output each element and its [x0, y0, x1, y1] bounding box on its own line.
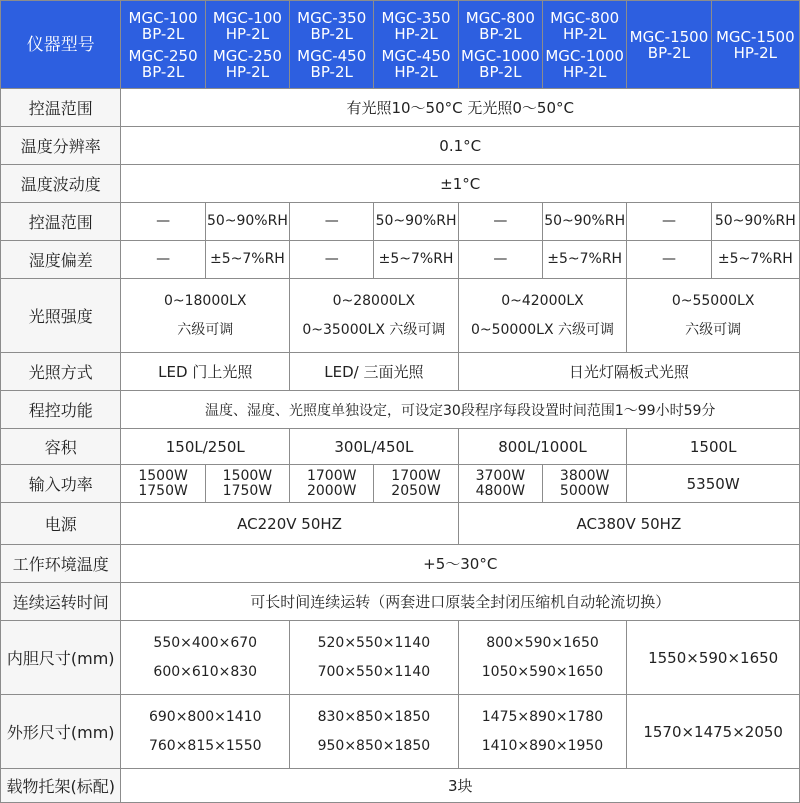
- volume-cell: 1500L: [627, 429, 800, 465]
- power-line1: 1700W: [306, 467, 357, 484]
- outer-size-cell: [458, 695, 627, 769]
- model-5-line4: BP-2L: [479, 62, 522, 81]
- row-temp-resolution: [1, 127, 800, 165]
- power-cell: [205, 465, 289, 503]
- model-1-header: [121, 1, 205, 89]
- light-intensity-line2: 六级可调: [177, 321, 234, 338]
- model-7-line1: MGC-1500: [629, 27, 709, 46]
- humidity-deviation-cell: —: [627, 241, 711, 279]
- power-line1: 3800W: [559, 467, 610, 484]
- row-label: 电源: [1, 503, 121, 545]
- row-env-temp: [1, 545, 800, 583]
- power-cell: [121, 465, 205, 503]
- humidity-range-cell: —: [627, 203, 711, 241]
- inner-size-line2: 600×610×830: [153, 663, 258, 680]
- temp-range-value: 有光照10～50°C 无光照0～50°C: [121, 89, 800, 127]
- humidity-deviation-cell: —: [290, 241, 374, 279]
- humidity-deviation-cell: ±5~7%RH: [543, 241, 627, 279]
- power-line2: 5000W: [559, 482, 610, 499]
- model-8-line1: MGC-1500: [715, 27, 795, 46]
- light-intensity-group: [627, 279, 800, 353]
- row-label: 外形尺寸(mm): [1, 695, 121, 769]
- model-1-line4: BP-2L: [141, 62, 185, 81]
- outer-size-cell: [290, 695, 459, 769]
- row-label: 载物托架(标配): [1, 769, 121, 803]
- power-line2: 2050W: [391, 482, 441, 499]
- light-intensity-group: [458, 279, 627, 353]
- light-intensity-line2: 六级可调: [685, 321, 742, 338]
- row-label: 控温范围: [1, 89, 121, 127]
- row-temp-fluctuation: [1, 165, 800, 203]
- row-label: 光照强度: [1, 279, 121, 353]
- model-6-line3: MGC-1000: [545, 46, 624, 65]
- humidity-deviation-cell: —: [121, 241, 205, 279]
- row-volume: [1, 429, 800, 465]
- light-intensity-line1: 0~55000LX: [671, 292, 755, 309]
- supply-cell: AC220V 50HZ: [121, 503, 458, 545]
- power-line1: 1500W: [222, 467, 273, 484]
- outer-size-line2: 760×815×1550: [148, 737, 262, 754]
- row-label: 程控功能: [1, 391, 121, 429]
- model-2-line3: MGC-250: [212, 46, 282, 65]
- supply-cell: AC380V 50HZ: [458, 503, 799, 545]
- humidity-range-cell: —: [458, 203, 542, 241]
- row-light-intensity: [1, 279, 800, 353]
- model-5-line2: BP-2L: [479, 24, 522, 43]
- row-label: 控温范围: [1, 203, 121, 241]
- row-humidity-range: [1, 203, 800, 241]
- model-4-line4: HP-2L: [394, 62, 438, 81]
- header-label: 仪器型号: [1, 1, 121, 89]
- row-temp-range: [1, 89, 800, 127]
- model-1-line2: BP-2L: [141, 24, 185, 43]
- model-3-line2: BP-2L: [310, 24, 353, 43]
- outer-size-cell: [121, 695, 290, 769]
- temp-fluctuation-value: ±1°C: [121, 165, 800, 203]
- row-label: 工作环境温度: [1, 545, 121, 583]
- env-temp-value: +5～30°C: [121, 545, 800, 583]
- humidity-deviation-cell: —: [458, 241, 542, 279]
- model-3-line1: MGC-350: [297, 8, 367, 27]
- program-value: 温度、湿度、光照度单独设定，可设定30段程序每段设置时间范围1～99小时59分: [121, 391, 800, 429]
- outer-size-line1: 690×800×1410: [148, 708, 262, 725]
- row-label: 光照方式: [1, 353, 121, 391]
- model-7-line2: BP-2L: [647, 43, 691, 62]
- model-2-line1: MGC-100: [212, 8, 282, 27]
- row-light-mode: [1, 353, 800, 391]
- humidity-deviation-cell: ±5~7%RH: [374, 241, 458, 279]
- row-label: 内胆尺寸(mm): [1, 621, 121, 695]
- model-5-line3: MGC-1000: [461, 46, 540, 65]
- model-5-header: [458, 1, 542, 89]
- power-cell: [543, 465, 627, 503]
- humidity-range-cell: 50~90%RH: [374, 203, 458, 241]
- model-1-line1: MGC-100: [128, 8, 198, 27]
- humidity-range-cell: 50~90%RH: [205, 203, 289, 241]
- model-4-line3: MGC-450: [381, 46, 451, 65]
- inner-size-cell: [290, 621, 459, 695]
- inner-size-line1: 550×400×670: [153, 634, 258, 651]
- model-6-line4: HP-2L: [563, 62, 607, 81]
- model-3-line3: MGC-450: [297, 46, 367, 65]
- shelf-value: 3块: [121, 769, 800, 803]
- humidity-range-cell: 50~90%RH: [711, 203, 799, 241]
- inner-size-cell: 1550×590×1650: [627, 621, 800, 695]
- row-power: [1, 465, 800, 503]
- humidity-range-cell: —: [121, 203, 205, 241]
- row-humidity-deviation: [1, 241, 800, 279]
- temp-resolution-value: 0.1°C: [121, 127, 800, 165]
- model-6-line2: HP-2L: [563, 24, 607, 43]
- power-line1: 1700W: [391, 467, 441, 484]
- outer-size-line1: 1475×890×1780: [481, 708, 604, 725]
- model-4-line2: HP-2L: [394, 24, 438, 43]
- power-line2: 2000W: [306, 482, 357, 499]
- power-line1: 1500W: [138, 467, 188, 484]
- light-intensity-line2: 0~50000LX 六级可调: [470, 321, 614, 338]
- row-label: 容积: [1, 429, 121, 465]
- model-6-header: [543, 1, 627, 89]
- power-cell: [458, 465, 542, 503]
- row-label: 温度波动度: [1, 165, 121, 203]
- power-line2: 4800W: [475, 482, 526, 499]
- row-inner-size: [1, 621, 800, 695]
- light-mode-cell: LED/ 三面光照: [290, 353, 459, 391]
- inner-size-line1: 520×550×1140: [317, 634, 431, 651]
- inner-size-line2: 700×550×1140: [317, 663, 431, 680]
- model-8-header: [711, 1, 799, 89]
- inner-size-cell: [121, 621, 290, 695]
- light-intensity-line2: 0~35000LX 六级可调: [302, 321, 446, 338]
- volume-cell: 300L/450L: [290, 429, 459, 465]
- row-label: 输入功率: [1, 465, 121, 503]
- model-2-line2: HP-2L: [225, 24, 270, 43]
- continuous-value: 可长时间连续运转（两套进口原装全封闭压缩机自动轮流切换）: [121, 583, 800, 621]
- inner-size-line2: 1050×590×1650: [481, 663, 604, 680]
- row-continuous: [1, 583, 800, 621]
- power-cell: [290, 465, 374, 503]
- outer-size-line2: 1410×890×1950: [481, 737, 604, 754]
- model-8-line2: HP-2L: [733, 43, 777, 62]
- inner-size-line1: 800×590×1650: [486, 634, 599, 651]
- humidity-range-cell: —: [290, 203, 374, 241]
- power-cell: 5350W: [627, 465, 800, 503]
- inner-size-cell: [458, 621, 627, 695]
- outer-size-line2: 950×850×1850: [317, 737, 431, 754]
- humidity-deviation-cell: ±5~7%RH: [205, 241, 289, 279]
- row-outer-size: [1, 695, 800, 769]
- model-1-line3: MGC-250: [128, 46, 198, 65]
- model-3-header: [290, 1, 374, 89]
- row-program: [1, 391, 800, 429]
- outer-size-cell: 1570×1475×2050: [627, 695, 800, 769]
- header-row: [1, 1, 800, 89]
- row-supply: [1, 503, 800, 545]
- light-mode-cell: 日光灯隔板式光照: [458, 353, 799, 391]
- model-2-line4: HP-2L: [225, 62, 270, 81]
- light-intensity-line1: 0~42000LX: [501, 292, 584, 309]
- power-line2: 1750W: [222, 482, 273, 499]
- model-3-line4: BP-2L: [310, 62, 353, 81]
- light-intensity-group: [121, 279, 290, 353]
- model-7-header: [627, 1, 711, 89]
- outer-size-line1: 830×850×1850: [317, 708, 431, 725]
- row-label: 连续运转时间: [1, 583, 121, 621]
- row-label: 湿度偏差: [1, 241, 121, 279]
- power-cell: [374, 465, 458, 503]
- power-line1: 3700W: [475, 467, 526, 484]
- volume-cell: 150L/250L: [121, 429, 290, 465]
- light-mode-cell: LED 门上光照: [121, 353, 290, 391]
- model-4-line1: MGC-350: [381, 8, 451, 27]
- row-shelf: [1, 769, 800, 803]
- model-4-header: [374, 1, 458, 89]
- volume-cell: 800L/1000L: [458, 429, 627, 465]
- humidity-deviation-cell: ±5~7%RH: [711, 241, 799, 279]
- power-line2: 1750W: [138, 482, 188, 499]
- humidity-range-cell: 50~90%RH: [543, 203, 627, 241]
- light-intensity-group: [290, 279, 459, 353]
- light-intensity-line1: 0~28000LX: [332, 292, 416, 309]
- light-intensity-line1: 0~18000LX: [163, 292, 247, 309]
- model-5-line1: MGC-800: [465, 8, 535, 27]
- model-6-line1: MGC-800: [550, 8, 620, 27]
- row-label: 温度分辨率: [1, 127, 121, 165]
- model-2-header: [205, 1, 289, 89]
